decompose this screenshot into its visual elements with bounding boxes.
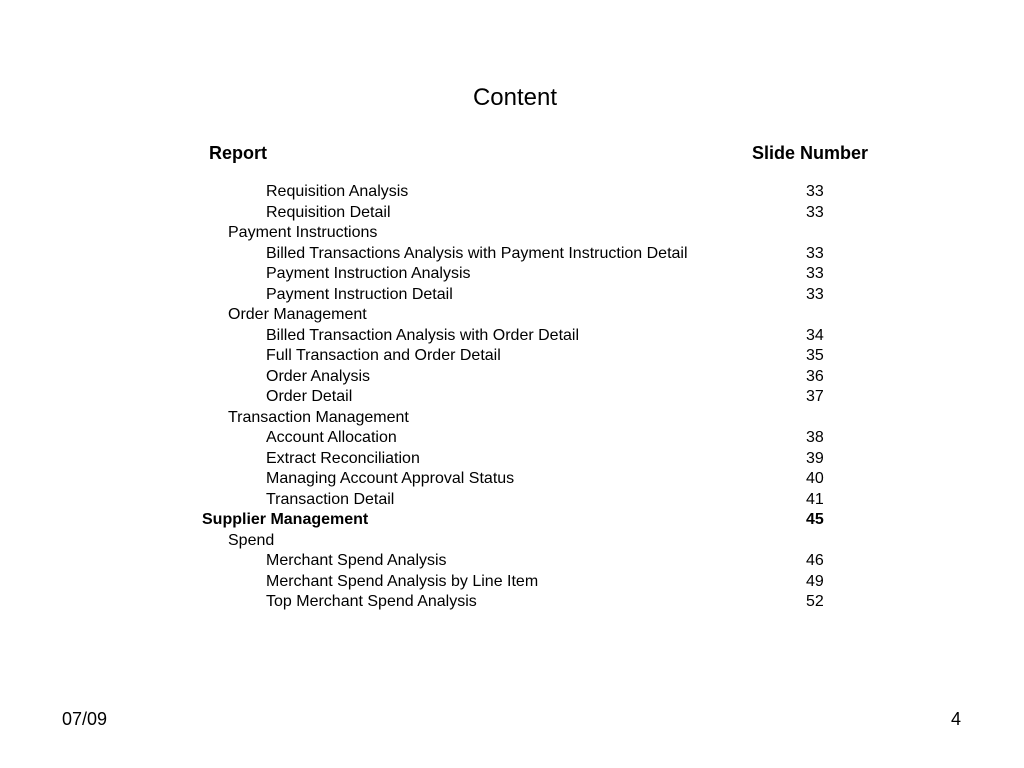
toc-entry-label: Transaction Detail (266, 490, 395, 508)
toc-entry-label: Payment Instructions (228, 224, 378, 241)
toc-row (0, 285, 1024, 306)
slide-number-column-header: Slide Number (752, 143, 869, 163)
toc-entry-slide-number: 33 (806, 265, 824, 282)
toc-entry-slide-number: 33 (806, 285, 824, 303)
toc-row (0, 182, 1024, 203)
toc-entry-label: Order Detail (266, 388, 353, 405)
toc-row (0, 469, 1024, 490)
toc-entry-slide-number: 46 (806, 552, 824, 569)
toc-entry-label: Managing Account Approval Status (266, 470, 515, 487)
toc-entry-slide-number: 40 (806, 470, 824, 487)
toc-entry-label: Supplier Management (202, 511, 369, 528)
toc-entry-slide-number: 33 (806, 244, 824, 262)
toc-row (0, 244, 1024, 265)
toc-row (0, 572, 1024, 593)
report-column-header: Report (209, 143, 267, 163)
page-number: 4 (951, 709, 962, 729)
toc-entry-label: Order Analysis (266, 367, 371, 385)
toc-entry-label: Spend (228, 531, 275, 549)
toc-row (0, 305, 1024, 326)
toc-entry-label: Extract Reconciliation (266, 449, 420, 467)
toc-row (0, 387, 1024, 408)
toc-entry-slide-number: 36 (806, 367, 824, 385)
toc-entry-label: Merchant Spend Analysis by Line Item (266, 572, 539, 590)
toc-entry-label: Requisition Detail (266, 203, 391, 221)
toc-entry-slide-number: 37 (806, 388, 824, 405)
toc-entry-slide-number: 52 (806, 593, 824, 610)
toc-row (0, 264, 1024, 285)
toc-row (0, 203, 1024, 224)
toc-entry-slide-number: 34 (806, 326, 824, 344)
toc-row (0, 490, 1024, 511)
slide-title: Content (472, 84, 558, 111)
toc-entry-slide-number: 35 (806, 347, 824, 364)
toc-row (0, 223, 1024, 244)
toc-row (0, 510, 1024, 531)
toc-entry-label: Payment Instruction Detail (266, 285, 453, 303)
toc-row (0, 428, 1024, 449)
toc-entry-label: Billed Transactions Analysis with Payment Instruction Detail (266, 244, 688, 262)
toc-row (0, 551, 1024, 572)
toc-entry-label: Transaction Management (228, 408, 409, 426)
toc-row (0, 346, 1024, 367)
toc-row (0, 592, 1024, 613)
toc-entry-slide-number: 49 (806, 572, 824, 590)
toc-row (0, 326, 1024, 347)
toc-entry-slide-number: 38 (806, 429, 824, 446)
toc-entry-label: Order Management (228, 306, 367, 323)
toc-row (0, 367, 1024, 388)
footer-date: 07/09 (62, 709, 108, 729)
toc-entry-label: Payment Instruction Analysis (266, 265, 471, 282)
toc-entry-label: Top Merchant Spend Analysis (266, 593, 477, 610)
toc-row (0, 531, 1024, 552)
table-of-contents (0, 182, 1024, 613)
toc-entry-label: Full Transaction and Order Detail (266, 347, 501, 364)
toc-entry-label: Requisition Analysis (266, 183, 409, 200)
toc-entry-label: Merchant Spend Analysis (266, 552, 447, 569)
toc-entry-slide-number: 39 (806, 449, 824, 467)
toc-entry-slide-number: 33 (806, 203, 824, 221)
toc-entry-label: Account Allocation (266, 429, 397, 446)
toc-entry-slide-number: 41 (806, 490, 824, 508)
toc-row (0, 449, 1024, 470)
toc-row (0, 408, 1024, 429)
toc-entry-slide-number: 45 (806, 511, 824, 528)
toc-entry-slide-number: 33 (806, 183, 824, 200)
toc-entry-label: Billed Transaction Analysis with Order Detail (266, 326, 580, 344)
